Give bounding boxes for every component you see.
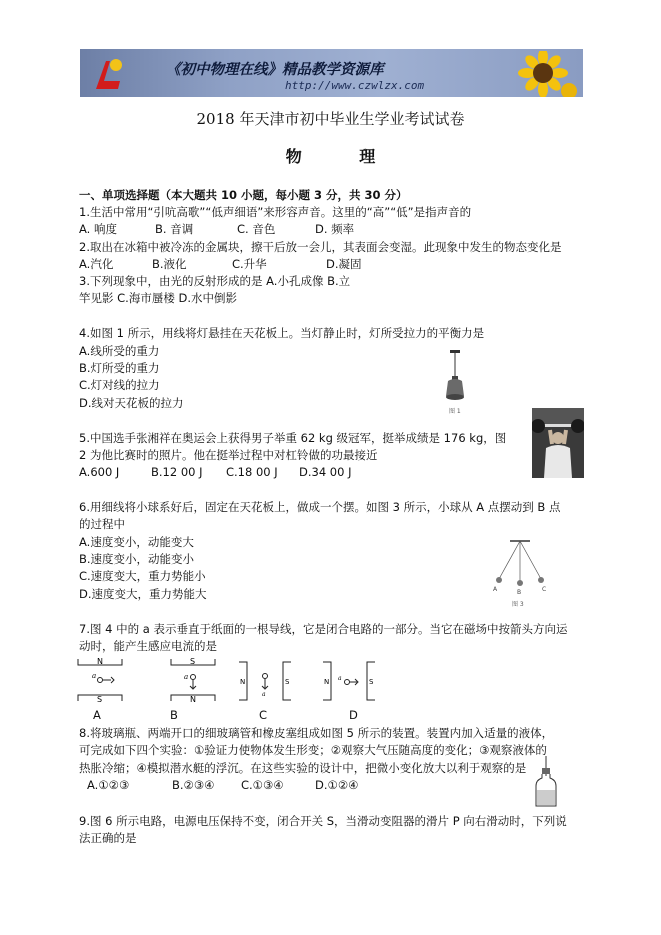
figure-1-caption: 图 1 <box>449 408 461 415</box>
q1-stem: 1.生活中常用“引吭高歌”“低声细语”来形容声音。这里的“高”“低”是指声音的 <box>79 205 472 219</box>
pendulum-diagram <box>490 538 550 598</box>
q7-diagram-b <box>169 655 219 705</box>
q5-stem-line2: 2 为他比赛时的照片。他在挺举过程中对杠铃做的功最接近 <box>79 448 378 462</box>
figure-1-lamp <box>440 350 470 414</box>
figure-3-caption: 图 3 <box>512 601 524 608</box>
q4-option-c: C.灯对线的拉力 <box>79 378 160 392</box>
figure-5-bottle <box>534 756 558 808</box>
svg-text:S: S <box>190 657 196 666</box>
q7-diagram-a <box>76 655 126 705</box>
banner-url[interactable]: http://www.czwlzx.com <box>285 79 425 92</box>
point-b-label: B <box>517 589 522 596</box>
q8-option-c: C.①③④ <box>241 778 284 792</box>
q3-stem-line1: 3.下列现象中，由光的反射形成的是 A.小孔成像 B.立 <box>79 274 351 288</box>
q1-option-a: A. 响度 <box>79 222 117 236</box>
q4-option-a: A.线所受的重力 <box>79 344 160 358</box>
svg-text:a: a <box>92 672 97 680</box>
q8-stem-line2: 可完成如下四个实验：①验证力使物体发生形变；②观察大气压随高度的变化；③观察液体的 <box>79 743 547 757</box>
q2-options <box>79 257 362 272</box>
svg-text:a: a <box>262 691 266 698</box>
q6-stem-line2: 的过程中 <box>79 517 125 531</box>
q2-option-a: A.汽化 <box>79 257 114 271</box>
logo-icon <box>92 55 126 91</box>
q5-options <box>79 465 351 480</box>
q1-options <box>79 222 354 237</box>
q8-option-d: D.①②④ <box>315 778 359 792</box>
q4-stem: 4.如图 1 所示，用线将灯悬挂在天花板上。当灯静止时，灯所受拉力的平衡力是 <box>79 326 485 340</box>
point-c-label: C <box>542 586 547 593</box>
glass-bottle-icon <box>534 756 558 808</box>
q2-option-c: C.升华 <box>232 257 267 271</box>
q8-stem-line1: 8.将玻璃瓶、两端开口的细玻璃管和橡皮塞组成如图 5 所示的装置。装置内加入适量的液体， <box>79 726 554 740</box>
svg-text:N: N <box>97 657 103 666</box>
q6-option-a: A.速度变小，动能变大 <box>79 535 194 549</box>
q5-option-b: B.12 00 J <box>151 465 203 479</box>
q6-option-c: C.速度变大，重力势能小 <box>79 569 206 583</box>
svg-text:S: S <box>285 678 290 686</box>
q7-label-b: B <box>170 708 178 722</box>
svg-text:S: S <box>369 678 374 686</box>
svg-text:S: S <box>97 695 103 704</box>
q8-option-b: B.②③④ <box>172 778 215 792</box>
q3-stem-line2: 竿见影 C.海市蜃楼 D.水中倒影 <box>79 291 238 305</box>
section-heading: 一、单项选择题（本大题共 10 小题，每小题 3 分，共 30 分） <box>79 188 408 202</box>
figure-3-pendulum <box>490 538 550 610</box>
q7-label-d: D <box>349 708 358 722</box>
svg-text:N: N <box>190 695 196 704</box>
exam-title: 2018 年天津市初中毕业生学业考试试卷 <box>196 110 465 128</box>
sunflower-icon <box>503 51 577 97</box>
q6-option-b: B.速度变小，动能变小 <box>79 552 195 566</box>
figure-2-weightlifter-photo <box>532 408 584 478</box>
q5-option-c: C.18 00 J <box>226 465 278 479</box>
q2-option-b: B.液化 <box>152 257 187 271</box>
q1-option-c: C. 音色 <box>237 222 276 236</box>
svg-text:a: a <box>184 673 189 681</box>
lamp-icon <box>440 350 470 406</box>
header-banner <box>80 49 583 97</box>
q7-label-a: A <box>93 708 101 722</box>
q4-option-b: B.灯所受的重力 <box>79 361 160 375</box>
q4-option-d: D.线对天花板的拉力 <box>79 396 184 410</box>
point-a-label: A <box>493 586 498 593</box>
q2-option-d: D.凝固 <box>326 257 362 271</box>
q9-stem-line2: 法正确的是 <box>79 831 137 845</box>
q2-stem: 2.取出在冰箱中被冷冻的金属块，擦干后放一会儿，其表面会变湿。此现象中发生的物态变化是 <box>79 240 562 254</box>
q8-options <box>87 778 358 793</box>
q7-diagram-d <box>321 660 377 704</box>
svg-text:N: N <box>240 678 246 686</box>
banner-title: 《初中物理在线》精品教学资源库 <box>166 61 384 78</box>
q8-stem-line3: 热胀冷缩；④模拟潜水艇的浮沉。在这些实验的设计中，把微小变化放大以利于观察的是 <box>79 761 527 775</box>
q9-stem-line1: 9.图 6 所示电路，电源电压保持不变，闭合开关 S，当滑动变阻器的滑片 P 向右滑动时，下列说 <box>79 814 567 828</box>
q1-option-b: B. 音调 <box>155 222 194 236</box>
q7-diagram-c <box>237 660 293 704</box>
q5-option-a: A.600 J <box>79 465 120 479</box>
q8-option-a: A.①②③ <box>87 778 130 792</box>
q5-stem-line1: 5.中国选手张湘祥在奥运会上获得男子举重 62 kg 级冠军，挺举成绩是 176 kg，图 <box>79 431 507 445</box>
svg-text:N: N <box>324 678 330 686</box>
svg-text:a: a <box>338 675 342 682</box>
subject-title: 物 理 <box>285 147 402 166</box>
q1-option-d: D. 频率 <box>315 222 355 236</box>
q7-stem-line1: 7.图 4 中的 a 表示垂直于纸面的一根导线，它是闭合电路的一部分。当它在磁场中按箭头方向运 <box>79 622 568 636</box>
q6-option-d: D.速度变大，重力势能大 <box>79 587 207 601</box>
q6-stem-line1: 6.用细线将小球系好后，固定在天花板上，做成一个摆。如图 3 所示，小球从 A 点摆动到 B 点 <box>79 500 561 514</box>
weightlifter-photo <box>532 408 584 478</box>
q7-stem-line2: 动时，能产生感应电流的是 <box>79 639 217 653</box>
q7-label-c: C <box>259 708 268 722</box>
q5-option-d: D.34 00 J <box>299 465 352 479</box>
